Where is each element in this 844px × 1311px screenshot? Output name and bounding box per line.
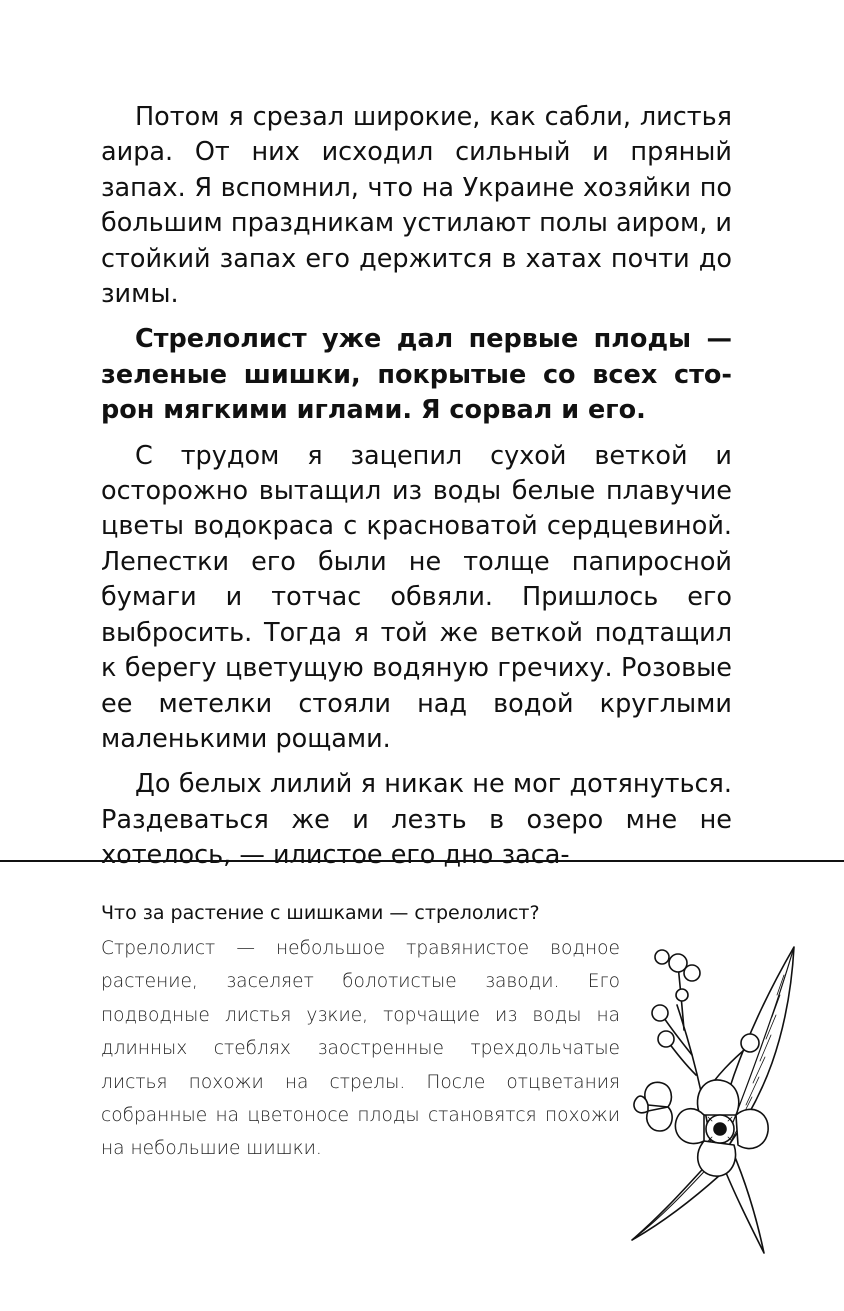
section-divider: [0, 860, 844, 862]
main-text: [101, 100, 732, 874]
paragraph-3: С трудом я зацепил сухой веткой и осторожно вытащил из воды белые плавучие цветы водокраса с красноватой сердцевиной. Лепестки его были не толще папиросной бумаги и тотчас обвяли. Пришлось его выбросить. Тогда я той же веткой подтащил к берегу цветущую водяную гречиху. Розовые ее метелки стояли над водой круглыми маленькими рощами.: [101, 440, 732, 754]
paragraph-1: Потом я срезал широкие, как сабли, листья аира. От них исходил сильный и пряный запах. Я вспомнил, что на Украине хозяйки по большим праздникам устилают полы аиром, и стойкий запах его держится в хатах почти до зимы.: [101, 102, 732, 310]
arrowhead-plant-illustration: [622, 935, 812, 1255]
sidebar-text: Стрелолист — небольшое травянистое водное растение, заселяет болотистые заводи. Его подводные листья узкие, торчащие из воды на длинных стеблях заостренные трехдольчатые листья похожи на стрелы. После отцветания собранные на цветоносе плоды становятся похожи на небольшие шишки.: [101, 938, 620, 1160]
paragraph-4: До белых лилий я никак не мог дотянуться. Раздеваться же и лезть в озеро мне не хотелось, — илистое его дно заса-: [101, 769, 732, 871]
paragraph-2-bold: Стрелолист уже дал первые плоды — зеленые шишки, покрытые со всех сторон мягкими иглами. Я сорвал и его.: [101, 324, 732, 426]
sidebar-title: Что за растение с шишками — стрелолист?: [101, 902, 540, 924]
